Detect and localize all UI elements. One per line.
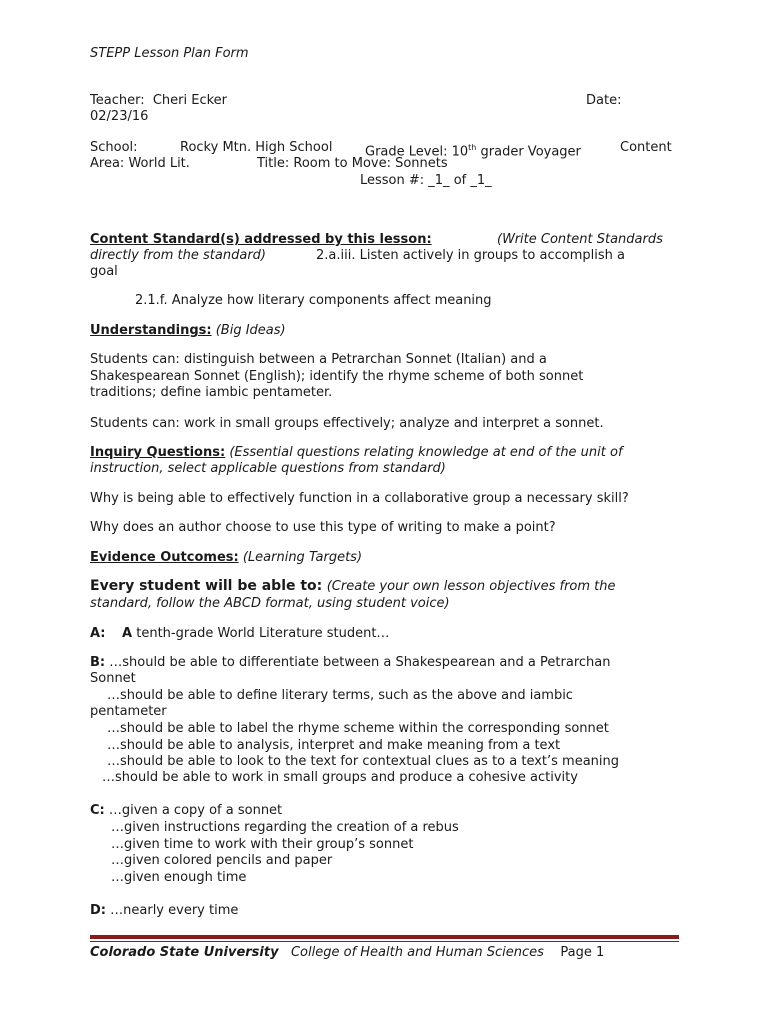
standard-2: 2.1.f. Analyze how literary components affect meaning [135,293,492,308]
page-number: Page 1 [560,945,605,960]
understanding-line: Students can: distinguish between a Petrarchan Sonnet (Italian) and a [90,352,547,367]
a-article: A [122,626,133,641]
lesson-title [257,155,448,172]
footer-rule-thin [90,941,679,942]
b-line: …should be able to define literary terms, such as the above and iambic [107,688,573,703]
d-label: D: [90,903,106,918]
standard-1-cont: goal [90,264,118,279]
school-label: School: [90,140,138,155]
inquiry-note: (Essential questions relating knowledge at end of the unit of [229,445,623,460]
inquiry-title: Inquiry Questions: [90,445,226,460]
standards-note: (Write Content Standards [497,232,663,247]
area-label: Area: [90,156,125,171]
c-label: C: [90,803,105,818]
inquiry-question: Why does an author choose to use this type of writing to make a point? [90,520,556,535]
understandings-heading [90,322,286,339]
evidence-heading [90,549,362,566]
title-value: Room to Move: Sonnets [293,156,448,171]
content-standards-heading: Content Standard(s) addressed by this lesson: [90,232,432,247]
every-student-label: Every student will be able to: [90,578,323,594]
area-value: World Lit. [128,156,190,171]
c-line: …given time to work with their group’s sonnet [111,837,414,852]
content-area [90,155,190,172]
every-student-note-2: standard, follow the ABCD format, using student voice) [90,596,450,611]
title-label: Title: [257,156,290,171]
teacher-line [90,92,227,109]
objective-a [90,625,389,642]
grade-rest: grader Voyager [480,144,581,160]
content-label: Content [620,140,672,155]
grade-suffix: th [468,143,477,152]
inquiry-note-2: instruction, select applicable questions from standard) [90,461,446,476]
b-line: …should be able to differentiate between a Shakespearean and a Petrarchan [109,655,611,670]
date-label: Date: [586,93,622,108]
objective-c [90,802,282,819]
every-student [90,578,616,595]
b-line: …should be able to label the rhyme scheme within the corresponding sonnet [107,721,609,736]
a-text: tenth-grade World Literature student… [136,626,390,641]
c-line: …given instructions regarding the creation of a rebus [111,820,459,835]
footer-university: Colorado State University [90,945,279,960]
b-line: …should be able to work in small groups and produce a cohesive activity [102,770,578,785]
footer [90,944,604,961]
date-value: 02/23/16 [90,109,149,124]
b-line: …should be able to look to the text for contextual clues as to a text’s meaning [107,754,620,769]
d-text: …nearly every time [110,903,239,918]
teacher-name: Cheri Ecker [152,93,228,108]
c-line: …given a copy of a sonnet [108,803,283,818]
evidence-note: (Learning Targets) [242,550,363,565]
c-line: …given colored pencils and paper [111,853,333,868]
inquiry-heading [90,444,623,461]
understandings-note: (Big Ideas) [215,323,286,338]
teacher-label: Teacher: [90,93,145,108]
objective-d [90,902,238,919]
evidence-title: Evidence Outcomes: [90,550,239,565]
grade-number: 10 [451,144,469,160]
understanding-line: traditions; define iambic pentameter. [90,385,333,400]
b-label: B: [90,655,106,670]
footer-rule [90,935,679,939]
form-title: STEPP Lesson Plan Form [90,46,249,61]
footer-college: College of Health and Human Sciences [290,945,544,960]
b-line: …should be able to analysis, interpret and make meaning from a text [107,738,561,753]
c-line: …given enough time [111,870,247,885]
inquiry-question: Why is being able to effectively function in a collaborative group a necessary skill? [90,491,629,506]
lesson-number: Lesson #: _1_ of _1_ [360,173,492,188]
standards-note-2: directly from the standard) [90,248,266,263]
school-name: Rocky Mtn. High School [180,140,333,155]
b-line: pentameter [90,704,167,719]
objective-b [90,654,610,671]
understanding-line: Shakespearean Sonnet (English); identify the rhyme scheme of both sonnet [90,369,584,384]
understanding-line: Students can: work in small groups effectively; analyze and interpret a sonnet. [90,416,604,431]
a-label: A: [90,626,106,641]
every-student-note: (Create your own lesson objectives from the [326,579,616,594]
standard-1: 2.a.iii. Listen actively in groups to accomplish a [316,248,625,263]
understandings-title: Understandings: [90,323,212,338]
grade-label: Grade Level: [365,144,448,160]
b-line: Sonnet [90,671,136,686]
